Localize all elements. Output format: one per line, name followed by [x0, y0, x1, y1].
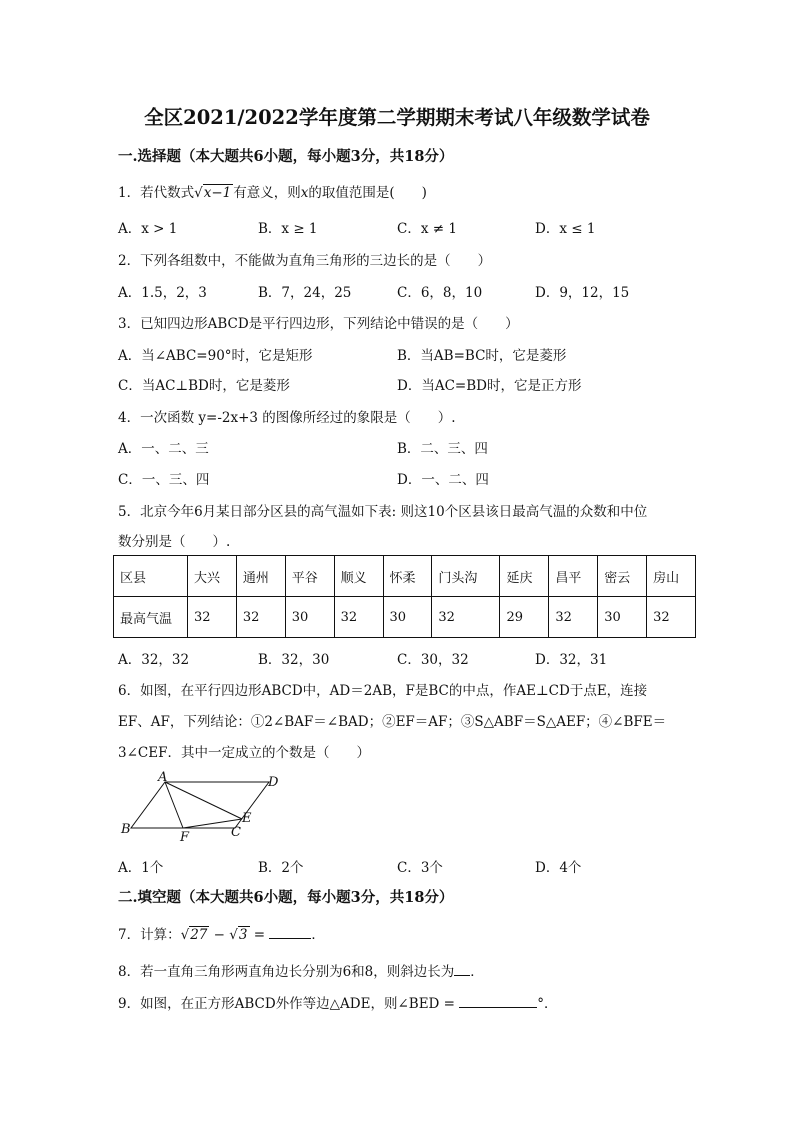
- q9-text: 9．如图，在正方形ABCD外作等边△ADE，则∠BED =: [118, 996, 455, 1012]
- label-f: F: [180, 830, 190, 845]
- question-2: 2．下列各组数中，不能做为直角三角形的三边长的是（ ）: [118, 253, 492, 269]
- table-row: [114, 556, 696, 597]
- q2-option-a[interactable]: A．1.5，2，3: [118, 285, 207, 301]
- temperature-table: [113, 555, 696, 638]
- q8-text: 8．若一直角三角形两直角边长分别为6和8，则斜边长为: [118, 964, 455, 980]
- q1-option-b[interactable]: B．x ≥ 1: [258, 221, 318, 237]
- table-cell: 密云: [598, 556, 647, 597]
- q1-prefix: 1．若代数式: [118, 185, 195, 201]
- q3-option-c[interactable]: C．当AC⊥BD时，它是菱形: [118, 378, 290, 394]
- q4-option-b[interactable]: B．二、三、四: [397, 441, 488, 457]
- q9-answer-blank[interactable]: [459, 1007, 537, 1008]
- table-cell: 门头沟: [432, 556, 500, 597]
- q3-option-d[interactable]: D．当AC=BD时，它是正方形: [397, 378, 582, 394]
- question-8: [118, 960, 484, 980]
- table-cell: 房山: [647, 556, 696, 597]
- table-cell: 顺义: [334, 556, 383, 597]
- label-e: E: [242, 811, 252, 826]
- q7-equals: =: [249, 927, 270, 943]
- question-4: 4．一次函数 y=-2x+3 的图像所经过的象限是（ ）.: [118, 410, 456, 426]
- table-cell: 32: [334, 597, 383, 638]
- q7-tail: ．: [311, 927, 325, 943]
- q1-option-a[interactable]: A．x > 1: [118, 221, 178, 237]
- section-choice-heading: 一.选择题（本大题共6小题，每小题3分，共18分）: [118, 148, 454, 165]
- q1-radicand: x−1: [203, 185, 232, 201]
- q3-option-b[interactable]: B．当AB=BC时，它是菱形: [397, 348, 567, 364]
- parallelogram-figure: [118, 770, 298, 845]
- table-cell: 大兴: [188, 556, 237, 597]
- q1-variable: x: [300, 185, 309, 201]
- q6-option-a[interactable]: A．1个: [118, 860, 164, 876]
- question-5-line-1: 5．北京今年6月某日部分区县的高气温如下表: 则这10个区县该日最高气温的众数和中位: [118, 504, 648, 520]
- table-cell: 平谷: [285, 556, 334, 597]
- table-cell: 32: [549, 597, 598, 638]
- table-cell: 29: [500, 597, 549, 638]
- label-c: C: [231, 825, 241, 840]
- label-d: D: [268, 775, 279, 790]
- q4-option-a[interactable]: A．一、二、三: [118, 441, 209, 457]
- segment-ae: [165, 782, 242, 819]
- q7-radicand-1: 27: [190, 927, 208, 943]
- table-cell: 32: [647, 597, 696, 638]
- q1-option-c[interactable]: C．x ≠ 1: [397, 221, 457, 237]
- q6-option-b[interactable]: B．2个: [258, 860, 304, 876]
- question-5-line-2: 数分别是（ ）.: [118, 534, 231, 550]
- q7-answer-blank[interactable]: [269, 938, 311, 939]
- question-6-line-2: EF、AF，下列结论：①2∠BAF＝∠BAD；②EF＝AF；③S△ABF＝S△AEF；④∠BFE＝: [118, 714, 667, 730]
- q2-option-c[interactable]: C．6，8，10: [397, 285, 483, 301]
- q4-option-d[interactable]: D．一、二、四: [397, 472, 489, 488]
- label-b: B: [121, 822, 131, 837]
- q4-option-c[interactable]: C．一、三、四: [118, 472, 210, 488]
- table-cell: 延庆: [500, 556, 549, 597]
- table-cell: 30: [383, 597, 432, 638]
- question-1: 1．若代数式√x−1 有意义，则x的取值范围是( ): [118, 185, 427, 201]
- q9-tail: °．: [537, 996, 558, 1012]
- label-a: A: [158, 770, 168, 785]
- q2-option-d[interactable]: D．9，12，15: [535, 285, 630, 301]
- q7-radicand-2: 3: [238, 927, 248, 943]
- question-9: [118, 992, 558, 1012]
- q5-option-d[interactable]: D．32，31: [535, 652, 608, 668]
- question-6-line-1: 6．如图，在平行四边形ABCD中，AD＝2AB，F是BC的中点，作AE⊥CD于点E，连接: [118, 683, 648, 699]
- q7-prefix: 7．计算：: [118, 927, 181, 943]
- q1-option-d[interactable]: D．x ≤ 1: [535, 221, 596, 237]
- q8-tail: ．: [470, 964, 484, 980]
- q5-option-b[interactable]: B．32，30: [258, 652, 330, 668]
- exam-title: 全区2021/2022学年度第二学期期末考试八年级数学试卷: [144, 106, 650, 129]
- table-cell: 区县: [114, 556, 188, 597]
- table-cell: 最高气温: [114, 597, 188, 638]
- q6-option-d[interactable]: D．4个: [535, 860, 582, 876]
- question-6-line-3: 3∠CEF．其中一定成立的个数是（ ）: [118, 745, 370, 761]
- question-7: 7．计算：√27 − √3 = ．: [118, 927, 325, 943]
- table-cell: 32: [432, 597, 500, 638]
- q8-answer-blank[interactable]: [454, 975, 470, 976]
- table-cell: 通州: [236, 556, 285, 597]
- question-3: 3．已知四边形ABCD是平行四边形，下列结论中错误的是（ ）: [118, 316, 519, 332]
- q3-option-a[interactable]: A．当∠ABC=90°时，它是矩形: [118, 348, 313, 364]
- table-cell: 怀柔: [383, 556, 432, 597]
- q1-tail: 的取值范围是( ): [308, 185, 427, 201]
- q1-middle: 有意义，则: [233, 185, 301, 201]
- table-cell: 昌平: [549, 556, 598, 597]
- table-cell: 32: [236, 597, 285, 638]
- q2-option-b[interactable]: B．7，24，25: [258, 285, 352, 301]
- q5-option-a[interactable]: A．32，32: [118, 652, 190, 668]
- q6-option-c[interactable]: C．3个: [397, 860, 443, 876]
- table-row: [114, 597, 696, 638]
- table-cell: 32: [188, 597, 237, 638]
- table-cell: 30: [598, 597, 647, 638]
- q7-minus: −: [209, 927, 230, 943]
- q5-option-c[interactable]: C．30，32: [397, 652, 469, 668]
- section-fill-heading: 二.填空题（本大题共6小题，每小题3分，共18分）: [118, 889, 454, 906]
- table-cell: 30: [285, 597, 334, 638]
